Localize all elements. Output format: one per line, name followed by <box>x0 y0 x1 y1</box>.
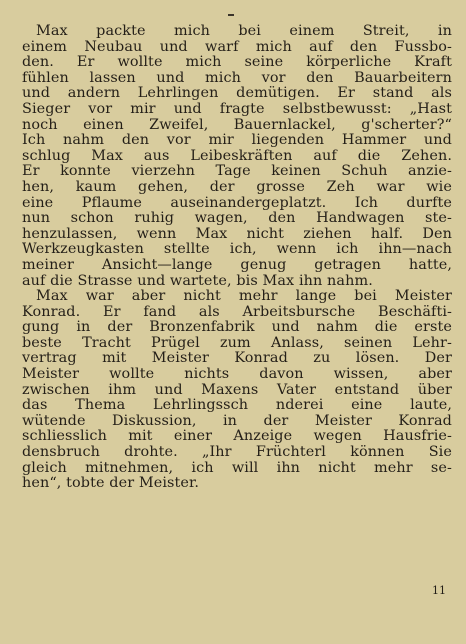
text-line: wütende Diskussion, in der Meister Konrad <box>22 412 452 429</box>
text-line: nun schon ruhig wagen, den Handwagen ste- <box>22 210 452 227</box>
text-line: noch einen Zweifel, Bauernlackel, g'scherter?“ <box>22 116 452 133</box>
text-line: hen, kaum gehen, der grosse Zeh war wie <box>22 178 452 195</box>
text-line: einem Neubau und warf mich auf den Fussbo- <box>22 38 452 55</box>
text-line: densbruch drohte. „Ihr Früchterl können Sie <box>22 444 452 461</box>
text-line: Meister wollte nichts davon wissen, aber <box>22 366 452 383</box>
text-line: auf die Strasse und wartete, bis Max ihn nahm. <box>22 272 373 289</box>
text-line: Ich nahm den vor mir liegenden Hammer und <box>22 132 452 149</box>
page-number: 11 <box>432 584 446 597</box>
text-line: gleich mitnehmen, ich will ihn nicht mehr se- <box>22 459 452 476</box>
text-line: schlug Max aus Leibeskräften auf die Zehen. <box>22 147 452 164</box>
text-line: beste Tracht Prügel zum Anlass, seinen Lehr- <box>22 334 452 351</box>
text-line: vertrag mit Meister Konrad zu lösen. Der <box>22 350 452 367</box>
body-text <box>22 24 452 492</box>
text-line: Werkzeugkasten stellte ich, wenn ich ihn—nach <box>22 241 452 258</box>
text-line: hen“, tobte der Meister. <box>22 475 200 492</box>
text-line: eine Pflaume auseinandergeplatzt. Ich durfte <box>22 194 452 211</box>
text-line: schliesslich mit einer Anzeige wegen Hausfrie- <box>22 428 452 445</box>
text-line: fühlen lassen und mich vor den Bauarbeitern <box>22 69 452 86</box>
text-line: zwischen ihm und Maxens Vater entstand über <box>22 381 452 398</box>
text-line: den. Er wollte mich seine körperliche Kraft <box>22 54 452 71</box>
text-line: gung in der Bronzenfabrik und nahm die erste <box>22 319 452 336</box>
text-line: meiner Ansicht—lange genug getragen hatte, <box>22 256 452 273</box>
text-line: Sieger vor mir und fragte selbstbewusst: „Hast <box>22 100 452 117</box>
text-line: Max war aber nicht mehr lange bei Meister <box>36 288 452 305</box>
text-line: henzulassen, wenn Max nicht ziehen half. Den <box>22 225 452 242</box>
text-line: Max packte mich bei einem Streit, in <box>36 23 452 39</box>
text-line: Er konnte vierzehn Tage keinen Schuh anzie- <box>22 163 452 180</box>
text-line: Konrad. Er fand als Arbeitsbursche Beschäfti- <box>22 303 452 320</box>
header-dash <box>228 14 234 16</box>
text-line: und andern Lehrlingen demütigen. Er stand als <box>22 85 452 102</box>
text-line: das Thema Lehrlingssch nderei eine laute, <box>22 397 452 414</box>
